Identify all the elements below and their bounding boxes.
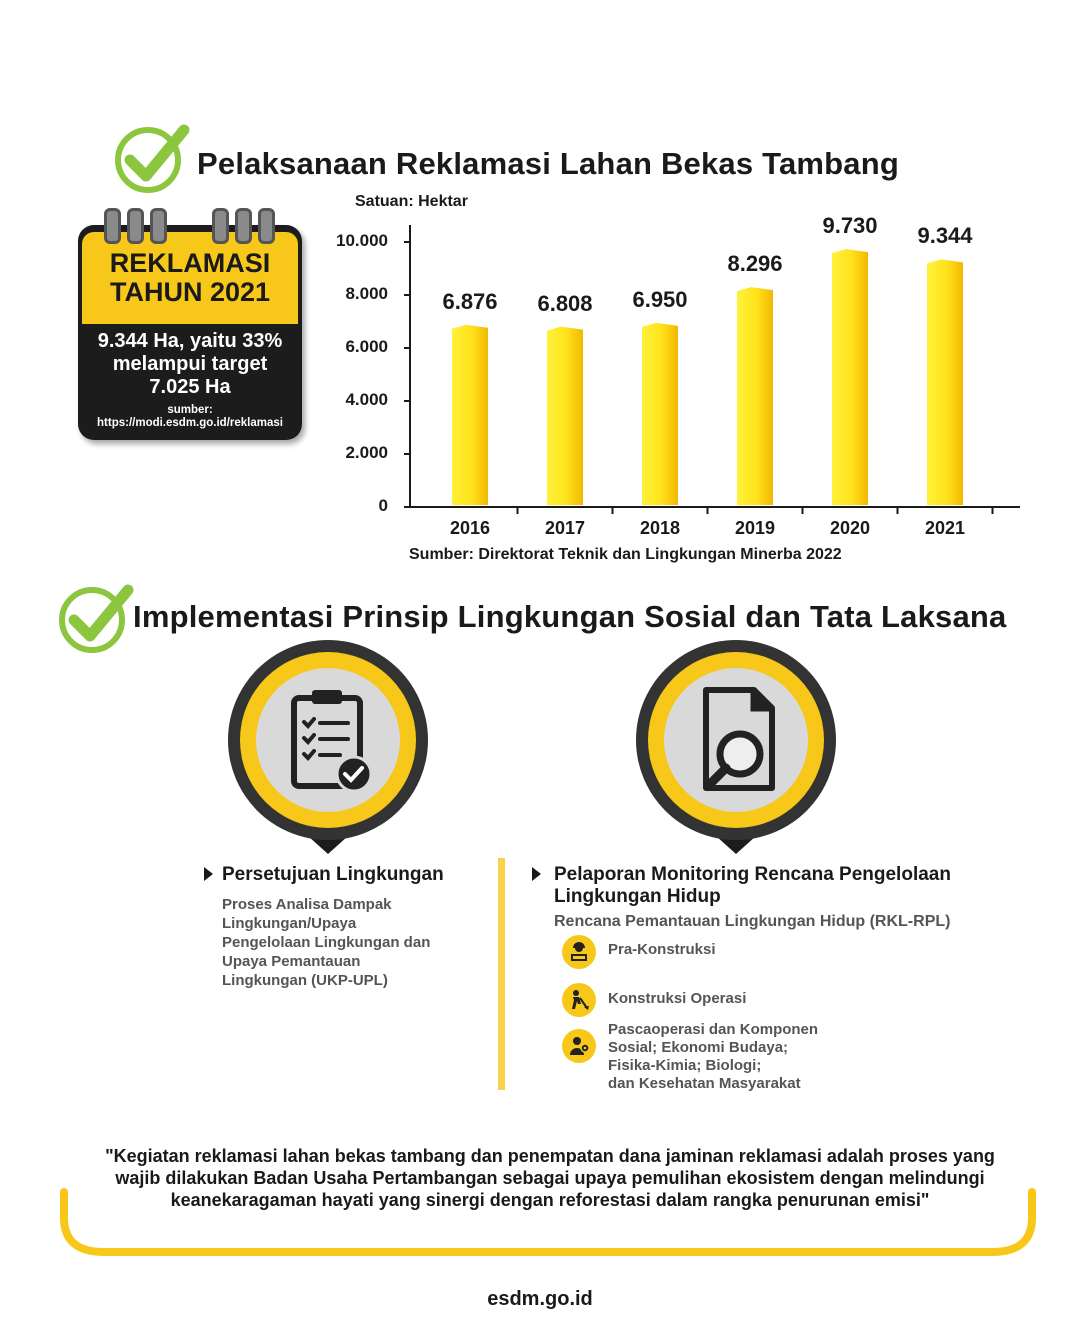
step-label-line: Pascaoperasi dan Komponen xyxy=(608,1021,819,1038)
step-label-multiline xyxy=(608,1021,818,1093)
section-title-implementasi: Implementasi Prinsip Lingkungan Sosial dan Tata Laksana xyxy=(133,599,1007,634)
bar-chart-canvas xyxy=(0,0,1080,600)
y-tick-label: 10.000 xyxy=(336,231,388,250)
bar-2016 xyxy=(452,325,488,505)
bar-2017 xyxy=(547,327,583,505)
right-item-title-line1: Pelaporan Monitoring Rencana Pengelolaan xyxy=(554,864,951,885)
quote-line: keanekaragaman hayati yang sinergi dengan reforestasi dalam rangka penurunan emisi" xyxy=(170,1190,930,1210)
right-item-title xyxy=(554,864,951,908)
section-title-reklamasi: Pelaksanaan Reklamasi Lahan Bekas Tambang xyxy=(197,146,900,181)
quote-line: wajib dilakukan Badan Usaha Pertambangan sebagai upaya pemulihan ekosistem dengan melindungi xyxy=(115,1168,985,1188)
left-item-body-line: Lingkungan/Upaya xyxy=(222,915,357,932)
y-tick-label: 8.000 xyxy=(345,284,388,303)
bar-2019 xyxy=(737,287,773,505)
bar-value-label: 8.296 xyxy=(727,251,783,277)
quote-line: "Kegiatan reklamasi lahan bekas tambang dan penempatan dana jaminan reklamasi adalah proses yang xyxy=(105,1146,995,1166)
left-item-body-line: Lingkungan (UKP-UPL) xyxy=(222,972,388,989)
calendar-source-url: https://modi.esdm.go.id/reklamasi xyxy=(97,417,283,429)
x-tick-label: 2016 xyxy=(449,518,491,538)
quote-text xyxy=(100,1145,1000,1211)
x-tick-label: 2020 xyxy=(829,518,871,538)
bullet-triangle-icon xyxy=(204,867,213,881)
bar-2018 xyxy=(642,323,678,505)
step-label-line: dan Kesehatan Masyarakat xyxy=(608,1075,801,1092)
bar-value-label: 6.808 xyxy=(537,290,593,316)
calendar-line2: melampui target xyxy=(112,353,268,375)
y-tick-label: 0 xyxy=(378,496,388,515)
right-item-title-line2: Lingkungan Hidup xyxy=(554,886,721,907)
left-item-body xyxy=(222,895,430,990)
bullet-triangle-icon xyxy=(532,867,541,881)
right-item-subtitle: Rencana Pemantauan Lingkungan Hidup (RKL-RPL) xyxy=(554,913,951,930)
calendar-line1: 9.344 Ha, yaitu 33% xyxy=(97,330,283,352)
bar-value-label: 9.730 xyxy=(822,213,878,239)
worker-digging-icon xyxy=(562,983,596,1017)
step-label-line: Fisika-Kimia; Biologi; xyxy=(608,1057,762,1074)
bar-2021 xyxy=(927,259,963,505)
left-item-body-line: Proses Analisa Dampak xyxy=(222,896,392,913)
column-divider xyxy=(498,858,505,1090)
calendar-source-label: sumber: xyxy=(167,404,213,416)
step-label: Pra-Konstruksi xyxy=(608,941,716,958)
x-tick-label: 2018 xyxy=(639,518,681,538)
left-item-body-line: Pengelolaan Lingkungan dan xyxy=(222,934,431,951)
y-tick-label: 6.000 xyxy=(345,337,388,356)
calendar-heading-line1: REKLAMASI xyxy=(109,248,271,278)
calendar-heading-line2: TAHUN 2021 xyxy=(109,277,271,307)
y-tick-label: 4.000 xyxy=(345,390,388,409)
x-tick-label: 2019 xyxy=(734,518,776,538)
document-search-icon xyxy=(636,640,836,855)
calendar-line3: 7.025 Ha xyxy=(149,376,231,398)
x-tick-label: 2021 xyxy=(924,518,966,538)
x-tick-label: 2017 xyxy=(544,518,586,538)
footer-website[interactable]: esdm.go.id xyxy=(487,1288,593,1310)
step-label-line: Sosial; Ekonomi Budaya; xyxy=(608,1039,789,1056)
clipboard-check-icon xyxy=(228,640,428,855)
y-tick-label: 2.000 xyxy=(345,443,388,462)
bar-value-label: 9.344 xyxy=(917,223,973,249)
chart-unit-label: Satuan: Hektar xyxy=(355,193,468,210)
step-label: Konstruksi Operasi xyxy=(608,990,747,1007)
check-icon xyxy=(54,582,134,654)
bar-value-label: 6.950 xyxy=(632,286,688,312)
bar-value-label: 6.876 xyxy=(442,288,498,314)
left-item-body-line: Upaya Pemantauan xyxy=(222,953,361,970)
worker-gear-icon xyxy=(562,1029,596,1063)
bar-2020 xyxy=(832,249,868,505)
left-item-title: Persetujuan Lingkungan xyxy=(222,864,444,885)
worker-blueprint-icon xyxy=(562,935,596,969)
chart-source: Sumber: Direktorat Teknik dan Lingkungan Minerba 2022 xyxy=(409,546,842,563)
